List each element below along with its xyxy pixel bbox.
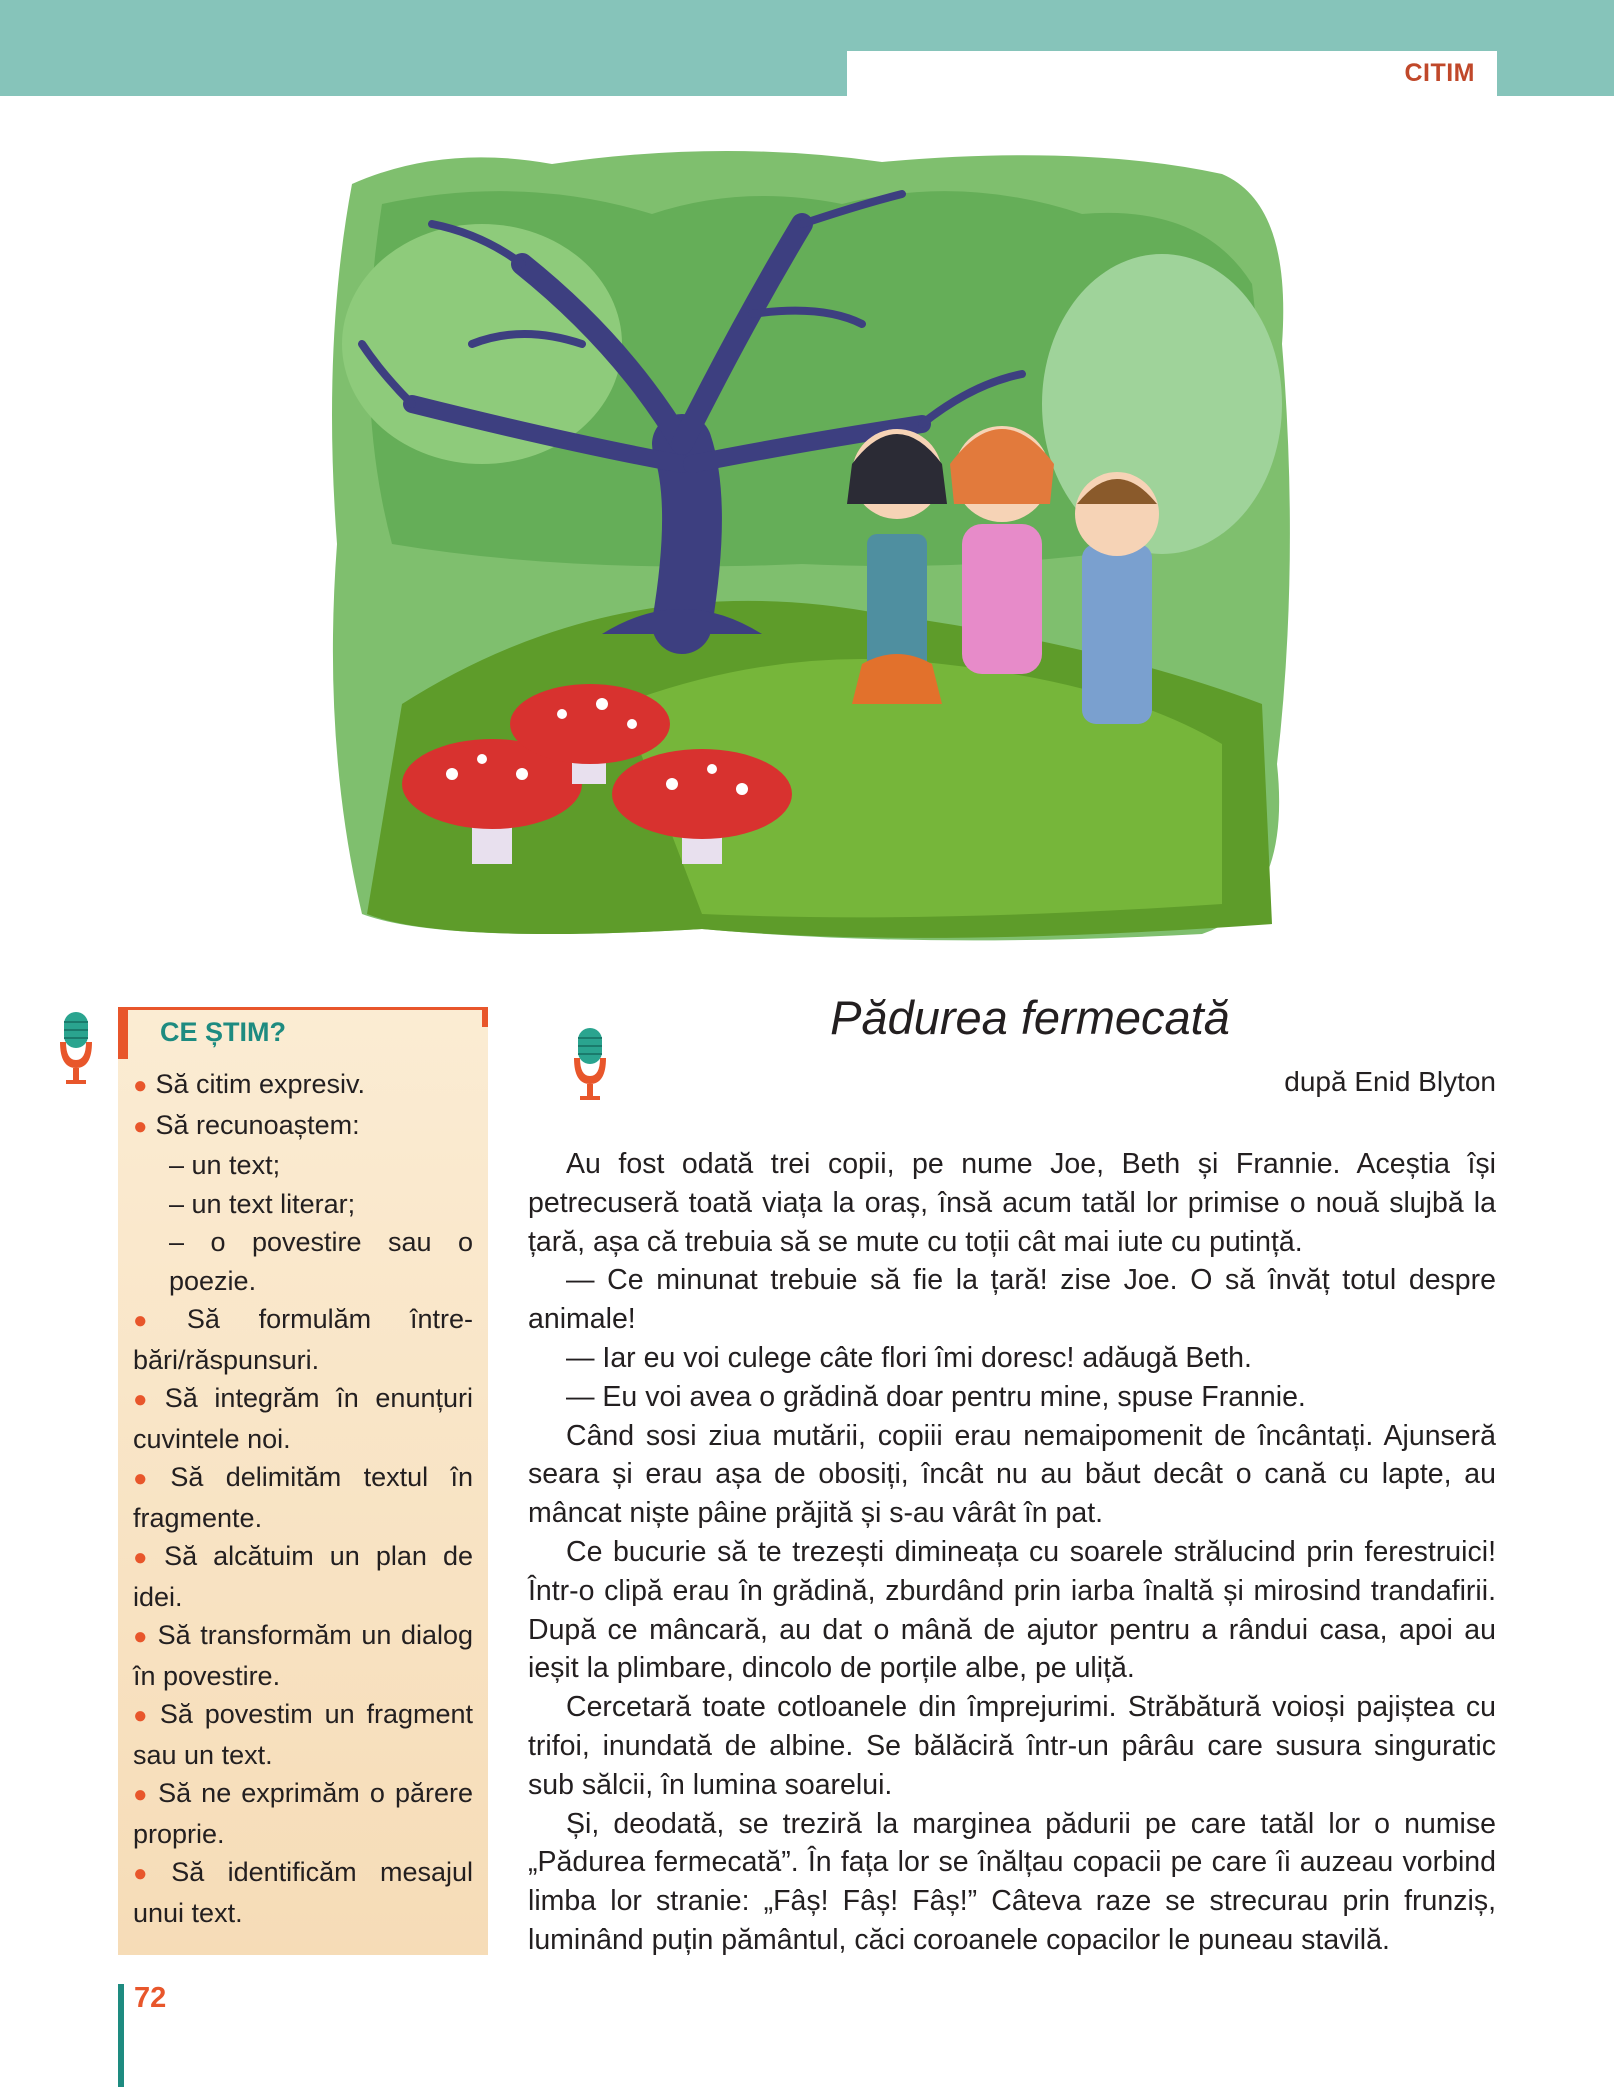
story-paragraph: — Ce minunat trebuie să fie la țară! zise Joe. O să învăț totul despre animale!	[528, 1264, 1496, 1336]
list-item: ● Să integrăm în enunțuri cuvintele noi.	[133, 1383, 473, 1454]
box-accent-notch	[482, 1007, 488, 1027]
page-number-rule	[118, 1984, 124, 2087]
bullet-icon: ●	[133, 1702, 152, 1729]
section-label: CITIM	[1404, 59, 1475, 87]
bullet-icon: ●	[133, 1112, 148, 1140]
story-paragraph: Au fost odată trei copii, pe nume Joe, Beth și Frannie. Aceștia își petrecuseră toată viața la oraș, însă acum tatăl lor primise o nouă slujbă la țară, așa că trebuia să se mute cu toții cât mai iute cu putință.	[528, 1148, 1496, 1258]
bullet-icon: ●	[133, 1623, 150, 1650]
list-item: ● Să povestim un fragment sau un text.	[133, 1699, 474, 1770]
list-subitem: – un text;	[169, 1150, 281, 1180]
page-number: 72	[134, 1982, 167, 2014]
story-paragraph: Și, deodată, se treziră la marginea pădurii pe care tatăl lor o numise „Pădurea fermecată”. În fața lor se înălțau copacii pe care îi auzeau vorbind limba lor stranie: „Fâș! Fâș! Fâș!” Câteva raze se strecurau prin frunziș, luminând puțin pământul, căci coroanele copacilor le puneau stavilă.	[528, 1807, 1496, 1956]
story-paragraph: Cercetară toate cotloanele din împrejurimi. Străbătură voioși pajiștea cu trifoi, inundată de albine. Se bălăciră într-un pârâu care susura singuratic sub sălcii, în lumina soarelui.	[528, 1691, 1496, 1801]
list-item: ● Să formulăm întrebări/răspunsuri.	[133, 1304, 474, 1375]
story-text	[528, 1145, 1496, 1960]
list-item: ● Să identificăm mesajul unui text.	[133, 1857, 473, 1928]
microphone-icon	[56, 1010, 96, 1090]
objectives-list	[133, 1065, 473, 1932]
bullet-icon: ●	[133, 1544, 157, 1571]
list-item: ● Să citim expresiv.	[133, 1069, 366, 1099]
story-author: după Enid Blyton	[1284, 1066, 1496, 1097]
list-subitem: – o povestire sau o poezie.	[169, 1227, 473, 1296]
bullet-icon: ●	[133, 1072, 148, 1099]
story-paragraph: — Iar eu voi culege câte flori îmi doresc! adăugă Beth.	[566, 1341, 1252, 1374]
forest-illustration	[322, 144, 1300, 944]
list-item: ● Să recunoaștem:	[133, 1109, 360, 1140]
story-paragraph: — Eu voi avea o grădină doar pentru mine, spuse Frannie.	[566, 1380, 1306, 1413]
bullet-icon: ●	[133, 1781, 151, 1808]
box-accent-bar	[118, 1007, 128, 1059]
list-item: ● Să transformăm un dialog în povestire.	[133, 1620, 474, 1691]
story-title: Pădurea fermecată	[830, 991, 1230, 1044]
story-paragraph: Ce bucurie să te trezești dimineața cu soarele strălucind prin ferestruici! Într-o clipă erau în grădină, zburdând prin iarba înaltă și mirosind trandafirii. După ce mâncară, au dat o mână de ajutor pentru a rândui casa, apoi au ieșit la plimbare, dincolo de porțile albe, pe uliță.	[528, 1535, 1496, 1685]
bullet-icon: ●	[133, 1860, 164, 1887]
list-item: ● Să ne exprimăm o părere proprie.	[133, 1778, 473, 1849]
bullet-icon: ●	[133, 1465, 163, 1492]
bullet-icon: ●	[133, 1386, 157, 1413]
list-subitem: – un text literar;	[169, 1188, 356, 1219]
list-item: ● Să alcătuim un plan de idei.	[133, 1541, 473, 1612]
section-tab	[847, 51, 1497, 96]
box-title: CE ȘTIM?	[160, 1017, 286, 1047]
box-top-rule	[128, 1007, 488, 1010]
bullet-icon: ●	[133, 1307, 179, 1334]
story-paragraph: Când sosi ziua mutării, copiii erau nemaipomenit de încântați. Ajunseră seara și erau așa de obosiți, încât nu au băut decât o cană cu lapte, au mâncat niște pâine prăjită și s-au vârât în pat.	[528, 1419, 1496, 1530]
list-item: ● Să delimităm textul în fragmente.	[133, 1462, 473, 1533]
what-we-know-box	[118, 1007, 488, 1955]
